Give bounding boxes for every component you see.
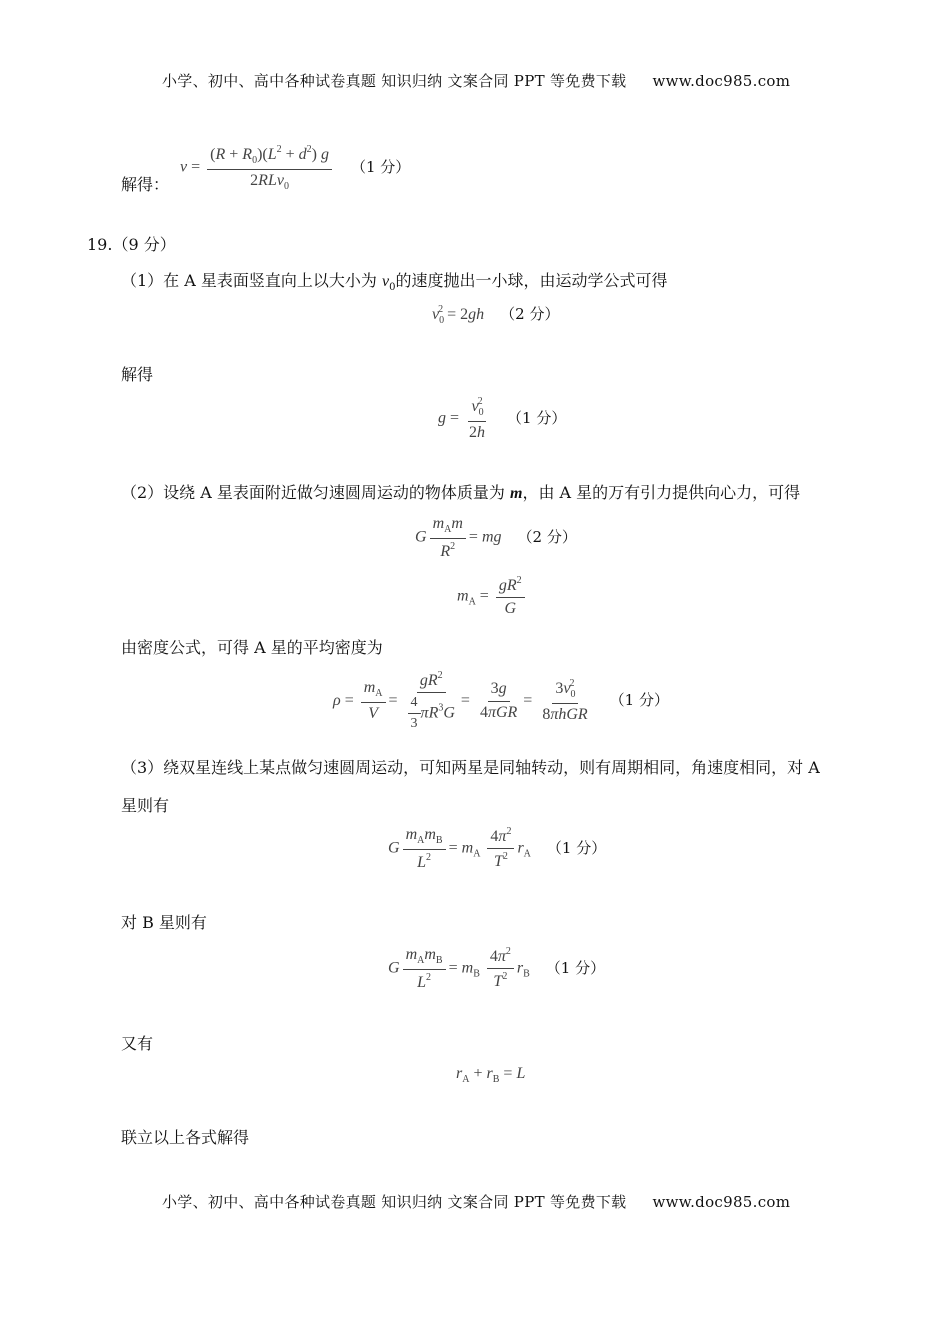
part3-intro-line1: （3）绕双星连线上某点做匀速圆周运动，可知两星是同轴转动，则有周期相同，角速度相同，对 A (121, 758, 820, 777)
combine-label: 联立以上各式解得 (121, 1128, 250, 1147)
equation-mass-a: $m_A$ = $\frac{gR^2}{G}$ (457, 575, 528, 619)
page-footer (162, 1191, 790, 1212)
question-19-heading: 19.（9 分） (87, 235, 176, 254)
footer-text: 小学、初中、高中各种试卷真题 知识归纳 文案合同 PPT 等免费下载 (162, 1193, 627, 1211)
part1-intro: （1）在 A 星表面竖直向上以大小为 $v_0$的速度抛出一小球，由运动学公式可得 (121, 271, 668, 293)
for-star-b: 对 B 星则有 (121, 913, 207, 932)
score-18: （1 分） (350, 157, 411, 176)
footer-url: www.doc985.com (652, 1193, 791, 1211)
solve-label-1: 解得 (121, 365, 154, 384)
solve-label-18: 解得： (121, 175, 170, 194)
header-text: 小学、初中、高中各种试卷真题 知识归纳 文案合同 PPT 等免费下载 (162, 72, 627, 90)
equation-g: g = $\frac{v_0^2}{2h}$ （1 分） (438, 396, 567, 441)
page-header (162, 70, 790, 91)
header-url: www.doc985.com (652, 72, 791, 90)
equation-radius-sum: $r_A + r_B = L$ (456, 1065, 526, 1085)
also-label: 又有 (121, 1034, 154, 1053)
equation-star-b: G $\frac{m_Am_B}{L^2}$ = $m_B$ $\frac{4\pi^2}{T^2}$ $r_B$ （1 分） (388, 946, 606, 991)
equation-star-a: G $\frac{m_Am_B}{L^2}$ = $m_A$ $\frac{4\pi^2}{T^2}$ $r_A$ （1 分） (388, 826, 607, 871)
part2-intro: （2）设绕 A 星表面附近做匀速圆周运动的物体质量为 m，由 A 星的万有引力提供向心力，可得 (121, 483, 801, 502)
part3-intro-line2: 星则有 (121, 796, 170, 815)
equation-density: ρ = $\frac{m_A}{V}$ = $gR^2$ $\frac{4}{3}$ $\pi R^3G$ = $\frac{3g}{\text{4πGR}}$ = $\frac{3v_0^2}{\text{8πhGR}}$ （1 分） (333, 670, 669, 732)
density-intro: 由密度公式，可得 A 星的平均密度为 (121, 638, 383, 657)
equation-gravity: G $\frac{m_Am}{R^2}$ = mg （2 分） (415, 515, 577, 560)
equation-v0-squared: $v_0^2 = 2gh$ （2 分） (432, 304, 560, 326)
equation-velocity: v = $\frac{(R + R_0)(L^2 + d^2) g}{2RLv_0}$ （1 分） (180, 144, 411, 192)
